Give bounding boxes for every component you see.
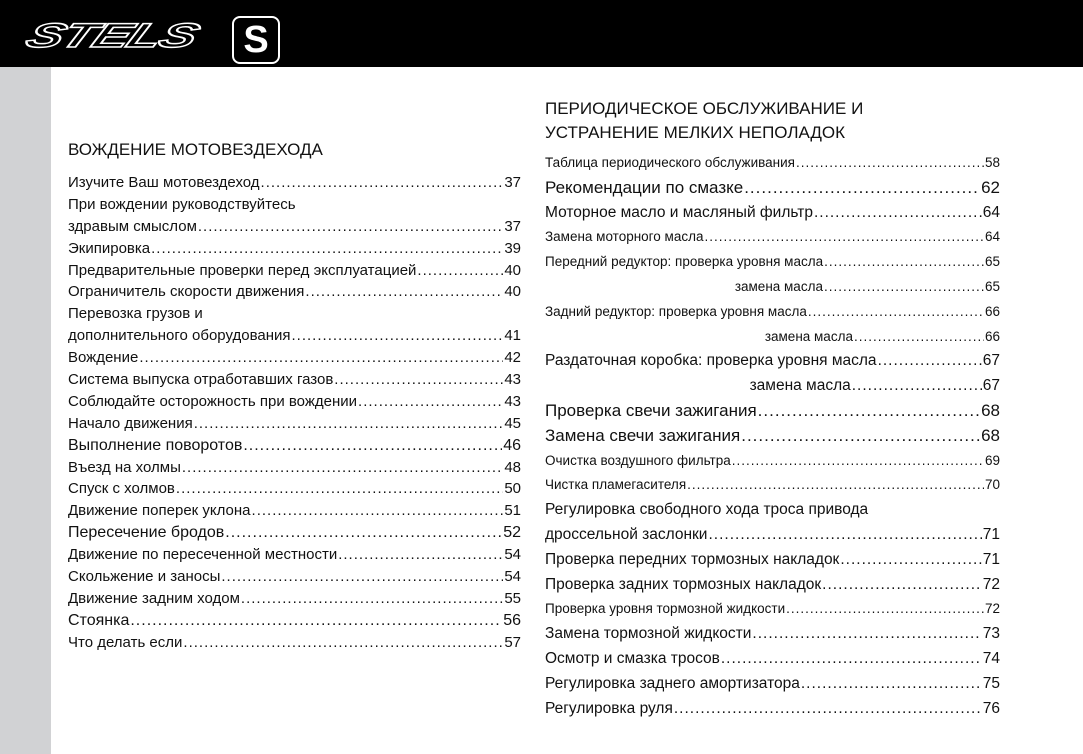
- toc-entry-title: Система выпуска отработавших газов: [68, 371, 334, 389]
- toc-entry-title: Ограничитель скорости движения: [68, 283, 305, 301]
- dot-leader: [194, 413, 504, 435]
- toc-entry-title: Чистка пламегасителя: [545, 477, 687, 493]
- toc-entry[interactable]: [68, 457, 521, 479]
- toc-entry-page: 70: [984, 477, 1000, 493]
- toc-entry-page: 71: [982, 525, 1000, 543]
- toc-entry-page: 39: [504, 239, 521, 257]
- toc-entry-page: 40: [504, 283, 521, 301]
- toc-entry-title: замена масла: [749, 377, 851, 395]
- dot-leader: [796, 151, 984, 176]
- toc-entry-page: 68: [981, 425, 1000, 445]
- toc-entry-title: Рекомендации по смазке: [545, 177, 744, 197]
- toc-entry-page: 65: [984, 254, 1000, 270]
- toc-entry-page: 74: [982, 649, 1000, 667]
- toc-entry-title: Регулировка руля: [545, 699, 673, 717]
- dot-leader: [243, 435, 502, 457]
- dot-leader: [752, 622, 981, 647]
- section-title-driving: ВОЖДЕНИЕ МОТОВЕЗДЕХОДА: [68, 140, 323, 159]
- toc-entry-page: 64: [982, 203, 1000, 221]
- toc-entry-page: 56: [503, 611, 521, 629]
- toc-entry[interactable]: [545, 225, 1000, 250]
- toc-entry[interactable]: [68, 566, 521, 588]
- dot-leader: [721, 647, 982, 672]
- toc-entry[interactable]: [545, 473, 1000, 498]
- toc-entry[interactable]: [68, 194, 521, 216]
- toc-entry[interactable]: [545, 697, 1000, 722]
- toc-entry-page: 69: [984, 452, 1000, 468]
- toc-entry-title: Предварительные проверки перед эксплуатацией: [68, 261, 417, 279]
- toc-entry-title: Замена моторного масла: [545, 229, 704, 245]
- dot-leader: [732, 449, 984, 474]
- toc-entry-page: 66: [984, 328, 1000, 344]
- dot-leader: [198, 216, 503, 238]
- dot-leader: [878, 349, 982, 374]
- dot-leader: [786, 597, 984, 622]
- dot-leader: [852, 374, 982, 399]
- toc-entry[interactable]: [545, 573, 1000, 598]
- toc-entry[interactable]: [68, 347, 521, 369]
- dot-leader: [130, 610, 502, 632]
- section-title-maintenance-2: УСТРАНЕНИЕ МЕЛКИХ НЕПОЛАДОК: [545, 123, 846, 142]
- toc-entry[interactable]: [545, 548, 1000, 573]
- toc-entry-title: Изучите Ваш мотовездеход: [68, 174, 260, 191]
- dot-leader: [824, 250, 984, 275]
- toc-entry-title: Скольжение и заносы: [68, 568, 221, 586]
- toc-entry[interactable]: [545, 622, 1000, 647]
- toc-entry[interactable]: [68, 216, 521, 238]
- toc-entry-title: Стоянка: [68, 611, 130, 629]
- toc-entry-title: Проверка задних тормозных накладок: [545, 575, 822, 593]
- toc-entry-page: 75: [982, 674, 1000, 692]
- toc-entry[interactable]: [545, 250, 1000, 275]
- toc-entry-page: 68: [981, 400, 1000, 420]
- toc-entry[interactable]: [545, 325, 1000, 350]
- toc-entry-page: 67: [982, 352, 1000, 370]
- toc-entry-title: Проверка уровня тормозной жидкости: [545, 601, 786, 617]
- toc-entry-title: Движение поперек уклона: [68, 502, 251, 520]
- toc-entry[interactable]: [68, 260, 521, 282]
- dot-leader: [704, 225, 983, 250]
- toc-entry[interactable]: [545, 523, 1000, 548]
- toc-entry-title: Раздаточная коробка: проверка уровня масла: [545, 352, 877, 370]
- dot-leader: [221, 566, 503, 588]
- toc-entry[interactable]: [545, 300, 1000, 325]
- toc-entry-title: Регулировка свободного хода троса привода: [545, 501, 869, 519]
- toc-entry-page: 43: [504, 392, 521, 410]
- toc-entry-page: 43: [504, 371, 521, 389]
- toc-entry-title: Пересечение бродов: [68, 524, 225, 542]
- toc-entry[interactable]: [545, 597, 1000, 622]
- toc-entry[interactable]: [68, 369, 521, 391]
- dot-leader: [822, 573, 982, 598]
- toc-entry[interactable]: [68, 435, 521, 457]
- dot-leader: [854, 325, 984, 350]
- toc-entry-page: 46: [503, 436, 521, 454]
- toc-entry-page: 37: [504, 217, 521, 235]
- dot-leader: [801, 672, 982, 697]
- brand-wordmark: STELS: [19, 16, 205, 55]
- toc-entry-title: Моторное масло и масляный фильтр: [545, 203, 813, 221]
- toc-right-column: [545, 97, 1000, 721]
- toc-entry[interactable]: [545, 424, 1000, 449]
- toc-entry-title: Очистка воздушного фильтра: [545, 452, 731, 468]
- toc-entry-title: Таблица периодического обслуживания: [545, 155, 795, 170]
- dot-leader: [252, 500, 504, 522]
- toc-entry-title: Движение задним ходом: [68, 589, 240, 607]
- toc-entry-page: 52: [503, 524, 521, 542]
- toc-entry-title: Выполнение поворотов: [68, 436, 243, 454]
- toc-entry-page: 42: [504, 349, 521, 367]
- toc-entry-title: Спуск с холмов: [68, 480, 175, 498]
- toc-entry[interactable]: [68, 172, 521, 194]
- toc-entry-page: 51: [504, 502, 521, 520]
- toc-entry-page: 72: [982, 575, 1000, 593]
- toc-entry-title: Что делать если: [68, 633, 183, 651]
- dot-leader: [358, 391, 503, 413]
- toc-entry-title: Проверка свечи зажигания: [545, 400, 757, 420]
- toc-entry[interactable]: [545, 151, 1000, 176]
- toc-entry-title: здравым смыслом: [68, 217, 197, 235]
- dot-leader: [808, 300, 984, 325]
- toc-entry[interactable]: [68, 500, 521, 522]
- toc-entry[interactable]: [68, 544, 521, 566]
- toc-entry-title: Замена свечи зажигания: [545, 425, 741, 445]
- toc-entry-title: Регулировка заднего амортизатора: [545, 674, 800, 692]
- dot-leader: [182, 457, 503, 479]
- dot-leader: [840, 548, 981, 573]
- dot-leader: [241, 588, 503, 610]
- toc-entry-title: замена масла: [764, 328, 853, 344]
- section-title-maintenance-1: ПЕРИОДИЧЕСКОЕ ОБСЛУЖИВАНИЕ И: [545, 99, 864, 118]
- toc-entry-title: Движение по пересеченной местности: [68, 546, 338, 564]
- dot-leader: [814, 201, 982, 226]
- dot-leader: [338, 544, 503, 566]
- toc-entry-title: Вождение: [68, 349, 139, 367]
- toc-entry-page: 73: [982, 625, 1000, 643]
- toc-entry-title: Передний редуктор: проверка уровня масла: [545, 254, 824, 270]
- toc-entry[interactable]: [545, 672, 1000, 697]
- toc-entry-title: Соблюдайте осторожность при вождении: [68, 392, 358, 410]
- toc-entry-title: Замена тормозной жидкости: [545, 625, 752, 643]
- dot-leader: [687, 473, 984, 498]
- dot-leader: [292, 325, 504, 347]
- toc-entry-title: дроссельной заслонки: [545, 525, 708, 543]
- dot-leader: [417, 260, 503, 282]
- stels-logo: [19, 14, 208, 58]
- dot-leader: [305, 281, 503, 303]
- toc-entry-title: Экипировка: [68, 239, 151, 257]
- toc-entry-title: При вождении руководствуйтесь: [68, 195, 296, 213]
- dot-leader: [183, 632, 503, 654]
- toc-entry-page: 50: [504, 480, 521, 498]
- toc-entry-page: 57: [504, 633, 521, 651]
- toc-entry-page: 37: [504, 174, 521, 191]
- s-logo-icon: S: [232, 16, 280, 64]
- toc-entry-page: 76: [982, 699, 1000, 717]
- dot-leader: [741, 424, 980, 449]
- toc-entry-title: дополнительного оборудования: [68, 327, 291, 345]
- toc-entry[interactable]: [545, 275, 1000, 300]
- toc-entry-page: 41: [504, 327, 521, 345]
- dot-leader: [758, 399, 980, 424]
- toc-entry[interactable]: [545, 449, 1000, 474]
- header-band: [0, 0, 1083, 67]
- toc-entry[interactable]: [68, 303, 521, 325]
- toc-entry-title: Въезд на холмы: [68, 458, 181, 476]
- toc-entry[interactable]: [68, 281, 521, 303]
- toc-entry[interactable]: [545, 647, 1000, 672]
- toc-left-column: [68, 138, 521, 654]
- toc-entry-page: 66: [984, 303, 1000, 319]
- toc-entry-page: 54: [504, 568, 521, 586]
- toc-entry-page: 58: [984, 155, 1000, 170]
- toc-entry[interactable]: [68, 238, 521, 260]
- toc-entry[interactable]: [68, 325, 521, 347]
- dot-leader: [225, 522, 502, 544]
- toc-entry[interactable]: [68, 588, 521, 610]
- toc-entry-title: Начало движения: [68, 414, 193, 432]
- toc-entry[interactable]: [68, 522, 521, 544]
- toc-entry[interactable]: [68, 391, 521, 413]
- dot-leader: [139, 347, 503, 369]
- toc-entry[interactable]: [68, 632, 521, 654]
- toc-entry[interactable]: [545, 201, 1000, 226]
- toc-entry-page: 72: [984, 601, 1000, 617]
- toc-entry-title: замена масла: [734, 278, 823, 294]
- toc-entry[interactable]: [545, 349, 1000, 374]
- toc-entry-page: 71: [982, 550, 1000, 568]
- dot-leader: [824, 275, 984, 300]
- toc-entry-page: 67: [982, 377, 1000, 395]
- toc-entry-title: Проверка передних тормозных накладок: [545, 550, 840, 568]
- toc-entry[interactable]: [68, 413, 521, 435]
- dot-leader: [744, 176, 980, 201]
- toc-entry-page: 54: [504, 546, 521, 564]
- toc-entry-title: Перевозка грузов и: [68, 305, 203, 323]
- toc-entry-title: Осмотр и смазка тросов: [545, 649, 720, 667]
- dot-leader: [261, 172, 504, 194]
- toc-entry[interactable]: [545, 374, 1000, 399]
- toc-entry-page: 55: [504, 589, 521, 607]
- toc-entry-page: 45: [504, 414, 521, 432]
- dot-leader: [708, 523, 981, 548]
- toc-entry-page: 62: [981, 177, 1000, 197]
- toc-entry-page: 48: [504, 458, 521, 476]
- dot-leader: [334, 369, 503, 391]
- toc-entry[interactable]: [68, 478, 521, 500]
- dot-leader: [674, 697, 982, 722]
- toc-entry-title: Задний редуктор: проверка уровня масла: [545, 303, 807, 319]
- toc-entry[interactable]: [68, 610, 521, 632]
- toc-entry[interactable]: [545, 176, 1000, 201]
- toc-entry[interactable]: [545, 498, 1000, 523]
- toc-entry-page: 65: [984, 278, 1000, 294]
- dot-leader: [151, 238, 503, 260]
- toc-entry[interactable]: [545, 399, 1000, 424]
- side-strip: [0, 67, 51, 754]
- dot-leader: [176, 478, 503, 500]
- toc-entry-page: 64: [984, 229, 1000, 245]
- toc-entry-page: 40: [504, 261, 521, 279]
